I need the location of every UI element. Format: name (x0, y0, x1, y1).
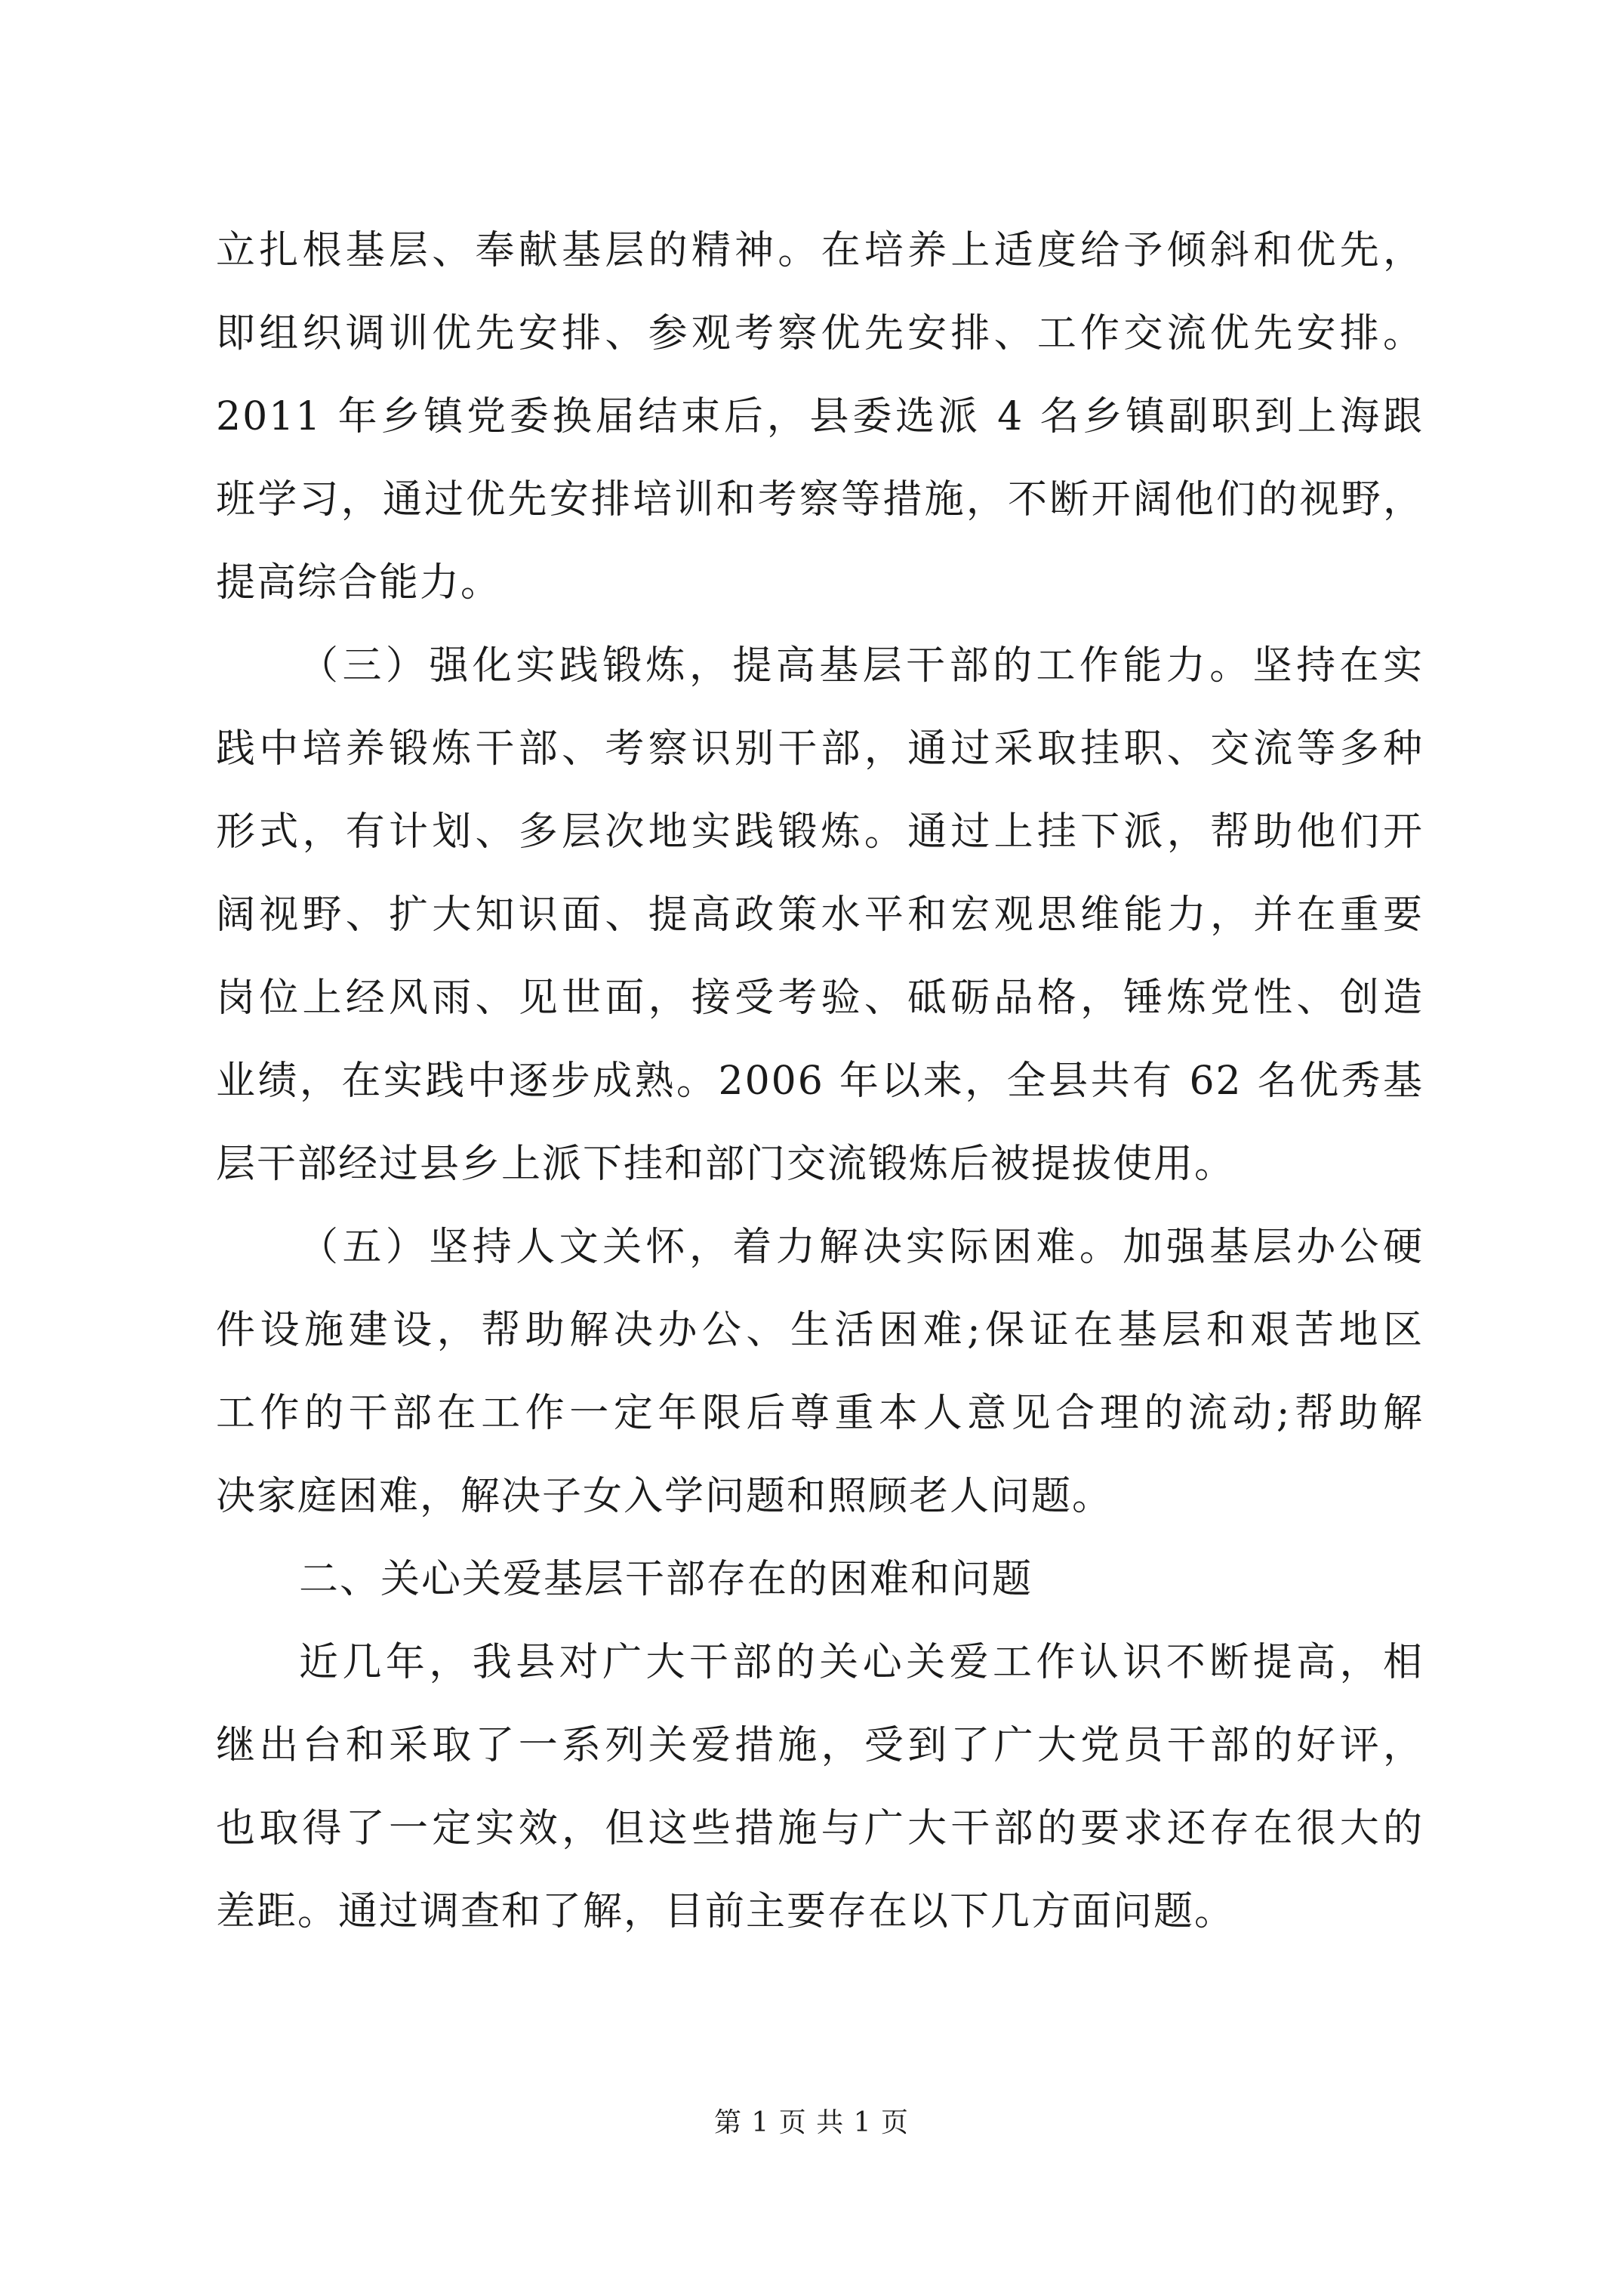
section-heading: 二、关心关爱基层干部存在的困难和问题 (299, 1557, 1033, 1602)
body-line: 践中培养锻炼干部、考察识别干部，通过采取挂职、交流等多种 (216, 726, 1424, 772)
body-line: 形式，有计划、多层次地实践锻炼。通过上挂下派，帮助他们开 (216, 809, 1424, 855)
body-line: 差距。通过调查和了解，目前主要存在以下几方面问题。 (216, 1889, 1236, 1934)
body-line: 岗位上经风雨、见世面，接受考验、砥砺品格，锤炼党性、创造 (216, 975, 1424, 1021)
section-heading-paragraph: （三）强化实践锻炼，提高基层干部的工作能力。坚持在实 (299, 643, 1424, 689)
body-line: 继出台和采取了一系列关爱措施，受到了广大党员干部的好评， (216, 1723, 1424, 1768)
body-line: 业绩，在实践中逐步成熟。2006 年以来，全县共有 62 名优秀基 (216, 1059, 1424, 1104)
body-line: 也取得了一定实效，但这些措施与广大干部的要求还存在很大的 (216, 1806, 1424, 1851)
page-number-footer: 第 1 页 共 1 页 (713, 2107, 910, 2138)
body-line: 即组织调训优先安排、参观考察优先安排、工作交流优先安排。 (216, 311, 1424, 356)
body-line: 班学习，通过优先安排培训和考察等措施，不断开阔他们的视野， (216, 477, 1424, 522)
body-line: 立扎根基层、奉献基层的精神。在培养上适度给予倾斜和优先， (216, 228, 1424, 273)
section-heading-paragraph: （五）坚持人文关怀，着力解决实际困难。加强基层办公硬 (299, 1225, 1424, 1270)
body-line: 层干部经过县乡上派下挂和部门交流锻炼后被提拔使用。 (216, 1142, 1236, 1187)
body-line: 提高综合能力。 (216, 560, 502, 606)
body-line: 工作的干部在工作一定年限后尊重本人意见合理的流动;帮助解 (216, 1391, 1424, 1436)
paragraph-first-line: 近几年，我县对广大干部的关心关爱工作认识不断提高，相 (299, 1640, 1424, 1685)
body-line: 阔视野、扩大知识面、提高政策水平和宏观思维能力，并在重要 (216, 892, 1424, 938)
body-line: 件设施建设，帮助解决办公、生活困难;保证在基层和艰苦地区 (216, 1308, 1424, 1353)
body-line: 2011 年乡镇党委换届结束后，县委选派 4 名乡镇副职到上海跟 (216, 394, 1424, 439)
body-line: 决家庭困难，解决子女入学问题和照顾老人问题。 (216, 1474, 1113, 1519)
